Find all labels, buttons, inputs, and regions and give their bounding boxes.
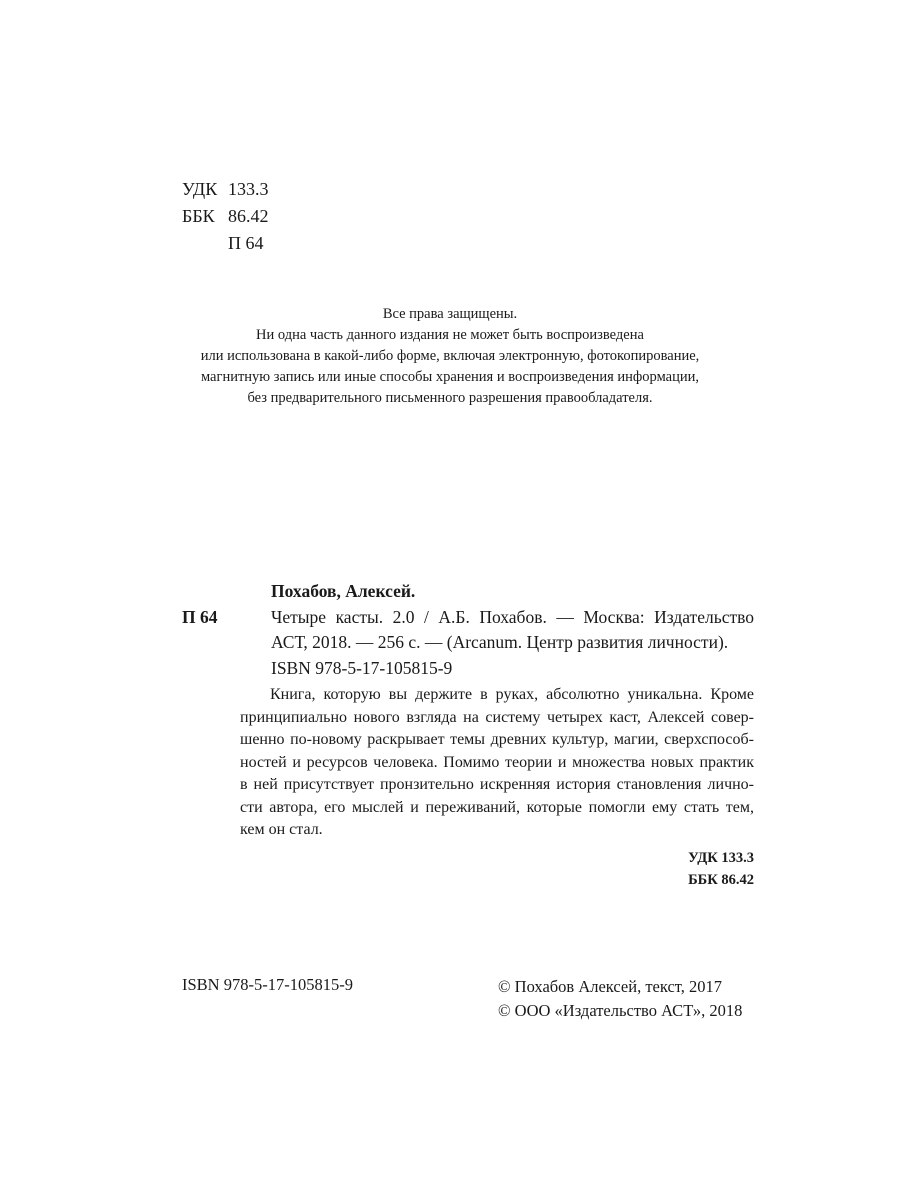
author-mark: П 64 [228, 233, 264, 253]
description-line: Четыре касты. 2.0 / А.Б. Похабов. — Москва: Издательство [271, 607, 754, 627]
annotation-line: Книга, которую вы держите в руках, абсолютно уникальна. Кроме [270, 686, 754, 703]
copyright-notice [498, 975, 742, 1023]
annotation-line: шенно по-новому раскрывает темы древних культур, магии, сверхспособ- [240, 731, 754, 748]
annotation-line: принципиально нового взгляда на систему четырех каст, Алексей совер- [240, 708, 754, 726]
udk-row [182, 176, 269, 203]
index-codes [688, 847, 754, 891]
copyright-line: © Похабов Алексей, текст, 2017 [498, 977, 723, 996]
annotation-line: ностей и ресурсов человека. Помимо теории и множества новых практик [240, 753, 754, 771]
annotation-line: кем он стал. [240, 821, 323, 838]
author-heading: Похабов, Алексей. [271, 581, 416, 601]
rights-line: Ни одна часть данного издания не может быть воспроизведена [256, 327, 644, 343]
rights-line: без предварительного письменного разрешения правообладателя. [247, 390, 653, 406]
bbk-label: ББК [182, 206, 215, 226]
annotation-line: сти автора, его мыслей и переживаний, которые помогли ему стать тем, [240, 798, 754, 816]
bibliographic-description [271, 605, 754, 655]
description-line: АСТ, 2018. — 256 с. — (Arcanum. Центр развития личности). [271, 632, 729, 652]
rights-notice [150, 304, 750, 409]
annotation [240, 684, 754, 842]
udk-code: УДК 133.3 [688, 850, 754, 866]
bbk-value: 86.42 [228, 206, 269, 226]
classification-block [182, 176, 269, 257]
udk-label: УДК [182, 179, 218, 199]
copyright-line: © ООО «Издательство АСТ», 2018 [498, 1001, 743, 1020]
annotation-line: в ней присутствует пронзительно искренняя история становления лично- [240, 776, 754, 793]
rights-line: или использована в какой-либо форме, включая электронную, фотокопирование, [200, 348, 700, 364]
bbk-row [182, 203, 269, 230]
rights-line: Все права защищены. [382, 306, 518, 322]
footer-isbn: ISBN 978-5-17-105815-9 [182, 975, 353, 994]
bbk-code: ББК 86.42 [688, 872, 754, 888]
shelf-mark: П 64 [182, 607, 218, 627]
record-isbn: ISBN 978-5-17-105815-9 [271, 658, 453, 678]
rights-line: магнитную запись или иные способы хранения и воспроизведения информации, [200, 369, 699, 385]
udk-value: 133.3 [228, 179, 269, 199]
